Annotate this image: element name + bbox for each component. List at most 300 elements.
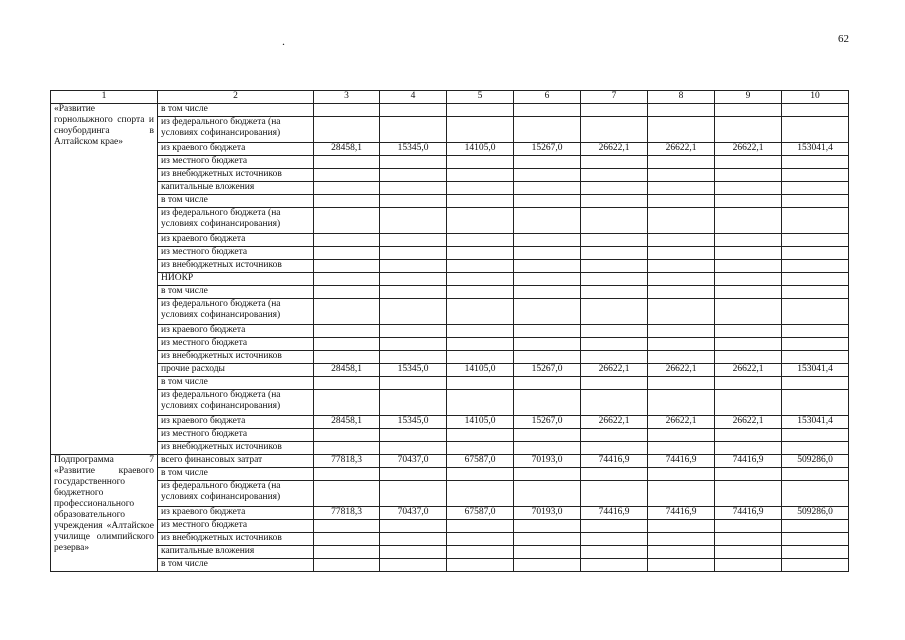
value-cell <box>581 533 648 546</box>
value-cell <box>380 338 447 351</box>
value-cell <box>514 481 581 507</box>
value-cell <box>314 468 380 481</box>
row-label: из краевого бюджета <box>158 234 314 247</box>
value-cell <box>782 468 849 481</box>
value-cell <box>581 442 648 455</box>
value-cell <box>782 156 849 169</box>
value-cell: 14105,0 <box>447 364 514 377</box>
value-cell <box>581 377 648 390</box>
value-cell <box>380 286 447 299</box>
value-cell <box>380 234 447 247</box>
table-row <box>51 286 849 299</box>
value-cell: 15267,0 <box>514 416 581 429</box>
value-cell <box>447 260 514 273</box>
value-cell <box>581 169 648 182</box>
value-cell <box>782 286 849 299</box>
value-cell <box>648 104 715 117</box>
value-cell: 26622,1 <box>648 364 715 377</box>
value-cell <box>447 468 514 481</box>
value-cell <box>648 429 715 442</box>
value-cell <box>514 195 581 208</box>
row-label: в том числе <box>158 377 314 390</box>
value-cell <box>782 520 849 533</box>
value-cell <box>782 247 849 260</box>
value-cell: 77818,3 <box>314 455 380 468</box>
row-label: из внебюджетных источников <box>158 169 314 182</box>
value-cell <box>514 390 581 416</box>
column-header-10: 10 <box>782 91 849 104</box>
page-number: 62 <box>838 33 849 45</box>
value-cell <box>581 390 648 416</box>
column-header-9: 9 <box>715 91 782 104</box>
value-cell <box>447 351 514 364</box>
table-row <box>51 390 849 416</box>
value-cell <box>447 104 514 117</box>
table-row <box>51 299 849 325</box>
row-label: из федерального бюджета (на условиях софинансирования) <box>158 299 314 325</box>
budget-table <box>50 90 849 572</box>
value-cell <box>447 169 514 182</box>
value-cell <box>581 247 648 260</box>
value-cell <box>715 260 782 273</box>
value-cell <box>715 325 782 338</box>
value-cell <box>314 104 380 117</box>
value-cell <box>514 338 581 351</box>
value-cell <box>447 182 514 195</box>
value-cell <box>648 468 715 481</box>
value-cell <box>715 377 782 390</box>
value-cell <box>715 156 782 169</box>
value-cell <box>715 481 782 507</box>
value-cell <box>514 442 581 455</box>
value-cell: 74416,9 <box>715 507 782 520</box>
value-cell: 26622,1 <box>581 364 648 377</box>
value-cell <box>380 273 447 286</box>
value-cell: 70193,0 <box>514 455 581 468</box>
value-cell <box>514 429 581 442</box>
table-row <box>51 260 849 273</box>
value-cell <box>581 546 648 559</box>
value-cell <box>514 247 581 260</box>
column-header-8: 8 <box>648 91 715 104</box>
value-cell <box>782 260 849 273</box>
value-cell <box>380 195 447 208</box>
value-cell <box>782 442 849 455</box>
value-cell <box>314 156 380 169</box>
value-cell <box>314 117 380 143</box>
value-cell <box>581 273 648 286</box>
table-row <box>51 117 849 143</box>
table-row <box>51 351 849 364</box>
value-cell <box>581 104 648 117</box>
value-cell: 67587,0 <box>447 455 514 468</box>
value-cell: 28458,1 <box>314 143 380 156</box>
table-row <box>51 546 849 559</box>
value-cell <box>447 390 514 416</box>
program-name: «Развитие горнолыжного спорта и сноубординга в Алтайском крае» <box>51 104 158 455</box>
row-label: из местного бюджета <box>158 338 314 351</box>
row-label: прочие расходы <box>158 364 314 377</box>
table-row <box>51 533 849 546</box>
value-cell <box>715 351 782 364</box>
table-row <box>51 156 849 169</box>
value-cell: 15267,0 <box>514 364 581 377</box>
table-row <box>51 455 849 468</box>
value-cell: 26622,1 <box>715 143 782 156</box>
value-cell <box>782 559 849 572</box>
value-cell: 509286,0 <box>782 507 849 520</box>
value-cell <box>314 182 380 195</box>
table-row <box>51 507 849 520</box>
value-cell <box>715 546 782 559</box>
value-cell <box>447 325 514 338</box>
value-cell <box>648 546 715 559</box>
value-cell <box>314 234 380 247</box>
row-label: из федерального бюджета (на условиях софинансирования) <box>158 481 314 507</box>
value-cell <box>648 481 715 507</box>
value-cell <box>380 377 447 390</box>
value-cell <box>648 559 715 572</box>
value-cell <box>782 195 849 208</box>
value-cell <box>581 208 648 234</box>
value-cell <box>581 338 648 351</box>
row-label: из федерального бюджета (на условиях софинансирования) <box>158 117 314 143</box>
value-cell: 153041,4 <box>782 364 849 377</box>
value-cell <box>447 273 514 286</box>
value-cell <box>782 234 849 247</box>
column-header-6: 6 <box>514 91 581 104</box>
table-row <box>51 520 849 533</box>
value-cell <box>782 533 849 546</box>
value-cell <box>447 442 514 455</box>
value-cell: 15345,0 <box>380 143 447 156</box>
column-header-2: 2 <box>158 91 314 104</box>
value-cell <box>514 520 581 533</box>
column-header-1: 1 <box>51 91 158 104</box>
value-cell <box>314 442 380 455</box>
row-label: всего финансовых затрат <box>158 455 314 468</box>
value-cell: 74416,9 <box>715 455 782 468</box>
column-header-3: 3 <box>314 91 380 104</box>
value-cell <box>648 182 715 195</box>
value-cell <box>715 286 782 299</box>
value-cell <box>314 546 380 559</box>
value-cell <box>314 377 380 390</box>
value-cell <box>715 234 782 247</box>
column-header-7: 7 <box>581 91 648 104</box>
value-cell <box>380 442 447 455</box>
value-cell <box>715 390 782 416</box>
value-cell: 26622,1 <box>581 143 648 156</box>
value-cell <box>782 182 849 195</box>
value-cell: 15345,0 <box>380 364 447 377</box>
column-header-4: 4 <box>380 91 447 104</box>
value-cell <box>314 208 380 234</box>
value-cell: 70437,0 <box>380 507 447 520</box>
value-cell <box>380 299 447 325</box>
value-cell <box>380 104 447 117</box>
value-cell: 28458,1 <box>314 364 380 377</box>
value-cell <box>380 468 447 481</box>
value-cell <box>715 273 782 286</box>
row-label: в том числе <box>158 468 314 481</box>
value-cell <box>514 286 581 299</box>
value-cell <box>514 468 581 481</box>
row-label: из местного бюджета <box>158 156 314 169</box>
value-cell <box>648 377 715 390</box>
value-cell <box>782 546 849 559</box>
value-cell <box>380 208 447 234</box>
value-cell <box>314 390 380 416</box>
value-cell <box>648 260 715 273</box>
value-cell: 153041,4 <box>782 143 849 156</box>
value-cell <box>447 195 514 208</box>
value-cell: 74416,9 <box>581 455 648 468</box>
value-cell <box>581 299 648 325</box>
value-cell <box>715 117 782 143</box>
value-cell: 74416,9 <box>581 507 648 520</box>
value-cell: 26622,1 <box>581 416 648 429</box>
value-cell <box>380 182 447 195</box>
value-cell <box>782 481 849 507</box>
value-cell <box>380 325 447 338</box>
value-cell: 26622,1 <box>715 364 782 377</box>
table-row <box>51 273 849 286</box>
value-cell <box>715 429 782 442</box>
value-cell <box>715 468 782 481</box>
value-cell <box>380 520 447 533</box>
value-cell <box>715 559 782 572</box>
value-cell <box>581 260 648 273</box>
value-cell <box>715 169 782 182</box>
row-label: в том числе <box>158 104 314 117</box>
row-label: из федерального бюджета (на условиях софинансирования) <box>158 390 314 416</box>
value-cell <box>648 520 715 533</box>
value-cell <box>314 351 380 364</box>
value-cell <box>380 260 447 273</box>
value-cell <box>648 338 715 351</box>
value-cell <box>581 286 648 299</box>
value-cell <box>581 325 648 338</box>
value-cell <box>314 325 380 338</box>
table-row <box>51 182 849 195</box>
table-row <box>51 169 849 182</box>
value-cell <box>648 169 715 182</box>
value-cell <box>782 325 849 338</box>
value-cell <box>648 299 715 325</box>
value-cell: 26622,1 <box>715 416 782 429</box>
table-row <box>51 104 849 117</box>
value-cell: 15345,0 <box>380 416 447 429</box>
value-cell <box>581 559 648 572</box>
value-cell <box>380 390 447 416</box>
value-cell <box>514 325 581 338</box>
row-label: из краевого бюджета <box>158 416 314 429</box>
table-row <box>51 364 849 377</box>
value-cell: 70437,0 <box>380 455 447 468</box>
row-label: из федерального бюджета (на условиях софинансирования) <box>158 208 314 234</box>
value-cell <box>447 247 514 260</box>
value-cell <box>314 520 380 533</box>
value-cell <box>581 481 648 507</box>
value-cell <box>314 273 380 286</box>
table-row <box>51 325 849 338</box>
value-cell: 74416,9 <box>648 507 715 520</box>
value-cell: 153041,4 <box>782 416 849 429</box>
value-cell <box>648 286 715 299</box>
value-cell <box>380 559 447 572</box>
value-cell <box>782 377 849 390</box>
value-cell <box>380 546 447 559</box>
value-cell <box>314 299 380 325</box>
value-cell: 15267,0 <box>514 143 581 156</box>
value-cell <box>514 559 581 572</box>
value-cell: 14105,0 <box>447 143 514 156</box>
table-row <box>51 559 849 572</box>
value-cell <box>514 546 581 559</box>
row-label: из краевого бюджета <box>158 507 314 520</box>
value-cell <box>782 169 849 182</box>
value-cell <box>715 533 782 546</box>
value-cell <box>447 546 514 559</box>
header-dot: . <box>282 34 285 48</box>
row-label: из местного бюджета <box>158 429 314 442</box>
value-cell <box>648 208 715 234</box>
value-cell <box>514 169 581 182</box>
value-cell <box>514 299 581 325</box>
value-cell <box>314 260 380 273</box>
value-cell <box>648 533 715 546</box>
value-cell: 70193,0 <box>514 507 581 520</box>
value-cell <box>514 156 581 169</box>
value-cell: 28458,1 <box>314 416 380 429</box>
value-cell <box>380 429 447 442</box>
value-cell <box>447 234 514 247</box>
value-cell <box>782 117 849 143</box>
table-row <box>51 468 849 481</box>
value-cell <box>380 247 447 260</box>
value-cell <box>447 481 514 507</box>
row-label: капитальные вложения <box>158 182 314 195</box>
value-cell <box>648 351 715 364</box>
value-cell <box>447 156 514 169</box>
value-cell <box>447 559 514 572</box>
value-cell <box>782 299 849 325</box>
table-row <box>51 377 849 390</box>
value-cell <box>514 104 581 117</box>
value-cell <box>581 156 648 169</box>
value-cell <box>715 208 782 234</box>
value-cell <box>314 429 380 442</box>
value-cell <box>314 169 380 182</box>
value-cell <box>447 299 514 325</box>
value-cell <box>782 338 849 351</box>
value-cell <box>648 325 715 338</box>
value-cell: 26622,1 <box>648 416 715 429</box>
value-cell: 26622,1 <box>648 143 715 156</box>
table-row <box>51 442 849 455</box>
value-cell <box>581 468 648 481</box>
value-cell <box>581 429 648 442</box>
value-cell <box>715 195 782 208</box>
value-cell: 77818,3 <box>314 507 380 520</box>
row-label: из местного бюджета <box>158 247 314 260</box>
value-cell <box>314 247 380 260</box>
value-cell <box>447 377 514 390</box>
row-label: в том числе <box>158 286 314 299</box>
value-cell <box>782 104 849 117</box>
value-cell <box>514 533 581 546</box>
row-label: НИОКР <box>158 273 314 286</box>
value-cell <box>314 559 380 572</box>
value-cell <box>314 286 380 299</box>
value-cell <box>782 208 849 234</box>
row-label: в том числе <box>158 195 314 208</box>
value-cell: 74416,9 <box>648 455 715 468</box>
value-cell <box>514 234 581 247</box>
value-cell <box>648 442 715 455</box>
value-cell <box>648 234 715 247</box>
value-cell <box>715 247 782 260</box>
value-cell <box>314 195 380 208</box>
value-cell <box>648 195 715 208</box>
value-cell <box>648 156 715 169</box>
table-row <box>51 195 849 208</box>
table-row <box>51 234 849 247</box>
column-header-5: 5 <box>447 91 514 104</box>
table-row <box>51 247 849 260</box>
value-cell <box>314 533 380 546</box>
table-row <box>51 416 849 429</box>
row-label: из внебюджетных источников <box>158 351 314 364</box>
value-cell <box>648 273 715 286</box>
table-row <box>51 338 849 351</box>
value-cell <box>514 117 581 143</box>
value-cell <box>782 351 849 364</box>
value-cell <box>514 260 581 273</box>
value-cell <box>581 351 648 364</box>
row-label: из краевого бюджета <box>158 143 314 156</box>
value-cell <box>447 338 514 351</box>
row-label: из внебюджетных источников <box>158 260 314 273</box>
value-cell <box>581 195 648 208</box>
row-label: из краевого бюджета <box>158 325 314 338</box>
row-label: из местного бюджета <box>158 520 314 533</box>
value-cell <box>447 286 514 299</box>
value-cell <box>514 182 581 195</box>
value-cell <box>648 390 715 416</box>
value-cell <box>447 429 514 442</box>
value-cell <box>380 533 447 546</box>
value-cell <box>314 338 380 351</box>
value-cell <box>648 117 715 143</box>
value-cell <box>380 481 447 507</box>
value-cell <box>581 117 648 143</box>
table-row <box>51 208 849 234</box>
value-cell: 509286,0 <box>782 455 849 468</box>
value-cell <box>715 520 782 533</box>
value-cell <box>581 234 648 247</box>
value-cell <box>380 156 447 169</box>
row-label: из внебюджетных источников <box>158 533 314 546</box>
value-cell <box>581 182 648 195</box>
value-cell <box>447 117 514 143</box>
value-cell: 14105,0 <box>447 416 514 429</box>
value-cell <box>447 208 514 234</box>
value-cell <box>648 247 715 260</box>
value-cell <box>447 520 514 533</box>
value-cell <box>715 299 782 325</box>
